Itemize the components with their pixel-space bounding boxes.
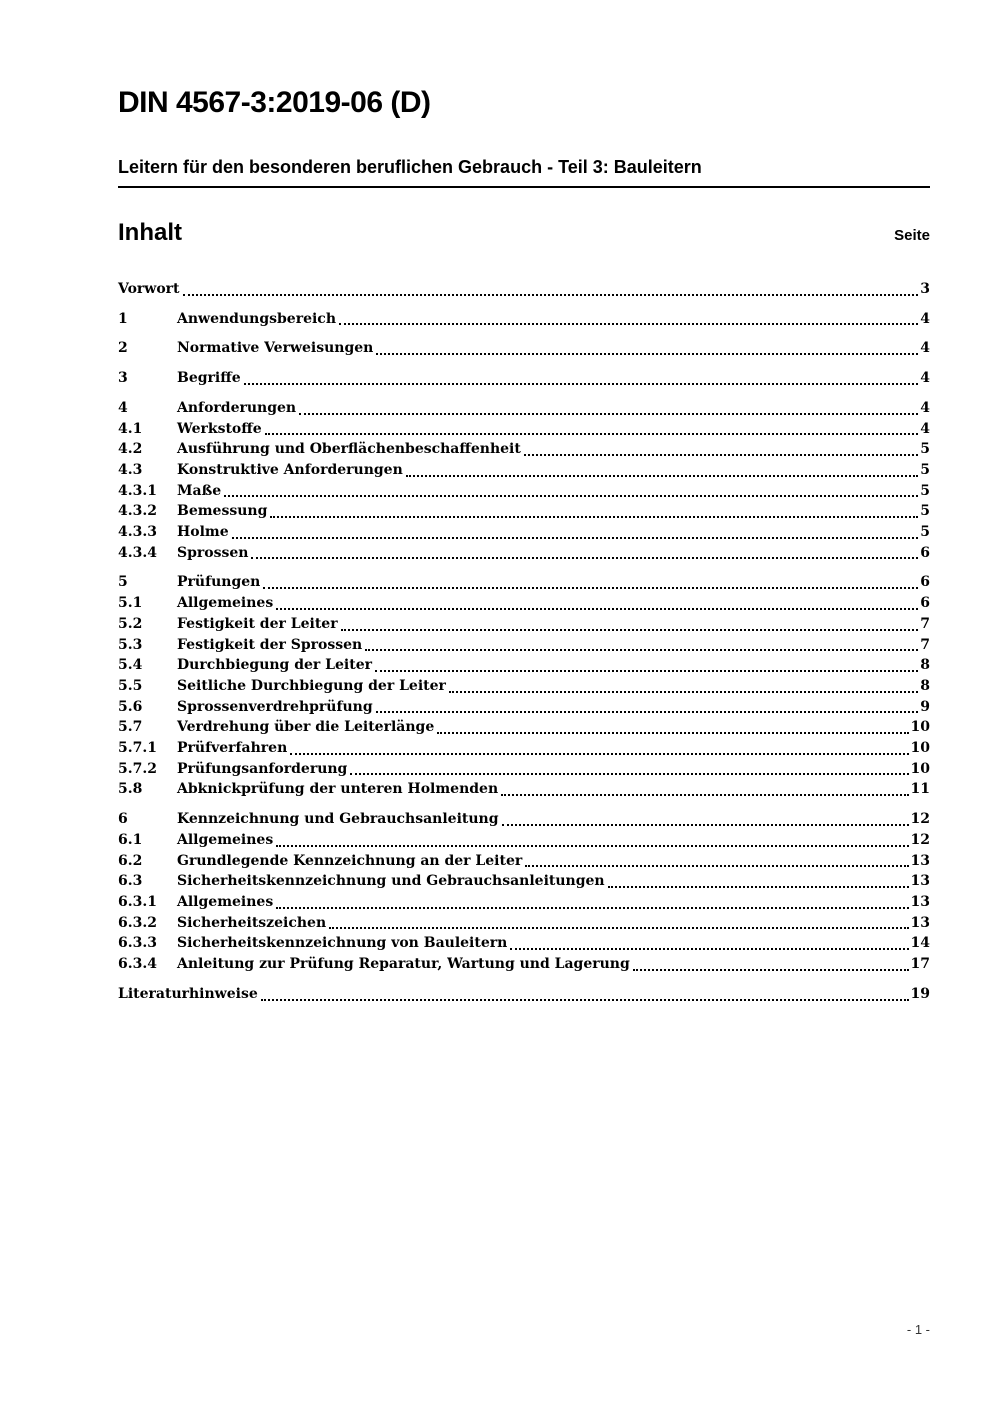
toc-entry-title: Begriffe <box>177 370 241 387</box>
toc-entry <box>118 368 930 389</box>
toc-leader-dots <box>376 711 919 713</box>
toc-entry-page: 8 <box>920 677 930 694</box>
toc-header-row <box>118 219 930 247</box>
toc-leader-dots <box>244 383 919 385</box>
toc-entry <box>118 913 930 934</box>
toc-leader-dots <box>502 824 909 826</box>
toc-leader-dots <box>376 353 918 355</box>
toc-entry-page: 13 <box>910 914 930 931</box>
toc-entry <box>118 338 930 359</box>
footer-page-number: - 1 - <box>906 1322 930 1337</box>
toc-entry-page: 3 <box>920 281 930 297</box>
toc-entry-page: 7 <box>920 615 930 632</box>
toc-entry-page: 12 <box>910 831 930 848</box>
toc-entry <box>118 738 930 759</box>
toc-leader-dots <box>525 865 908 867</box>
toc-leader-dots <box>350 773 908 775</box>
toc-entry <box>118 614 930 635</box>
toc-entry-number: 6.2 <box>118 852 143 869</box>
toc-leader-dots <box>365 649 918 651</box>
toc-leader-dots <box>406 475 918 477</box>
toc-entry-number: 4.3.2 <box>118 503 157 520</box>
toc-entry-page: 5 <box>920 441 930 458</box>
toc-entry-number: 6 <box>118 811 128 828</box>
toc-entry-title: Verdrehung über die Leiterlänge <box>177 719 435 736</box>
toc-entry <box>118 279 930 300</box>
toc-entry <box>118 481 930 502</box>
document-title: Leitern für den besonderen beruflichen Gebrauch - Teil 3: Bauleitern <box>118 157 930 188</box>
toc-entry <box>118 954 930 975</box>
toc-entry <box>118 779 930 800</box>
page-column-label: Seite <box>894 227 930 244</box>
toc-entry-page: 5 <box>920 503 930 520</box>
toc-leader-dots <box>510 948 908 950</box>
toc-entry-title: Holme <box>177 524 229 541</box>
toc-entry-title: Normative Verweisungen <box>177 340 374 357</box>
toc-entry-title: Allgemeines <box>177 893 274 910</box>
toc-entry <box>118 933 930 954</box>
toc-entry-page: 10 <box>910 719 930 736</box>
toc-entry-page: 5 <box>920 482 930 499</box>
toc-leader-dots <box>276 907 908 909</box>
toc-leader-dots <box>232 537 919 539</box>
toc-entry-title: Vorwort <box>118 281 180 297</box>
toc-entry-page: 4 <box>920 399 930 416</box>
toc-entry-page: 8 <box>920 657 930 674</box>
toc-entry-title: Grundlegende Kennzeichnung an der Leiter <box>177 852 523 869</box>
toc-leader-dots <box>183 294 919 296</box>
toc-entry-title: Literaturhinweise <box>118 985 258 1002</box>
toc-entry <box>118 759 930 780</box>
toc-leader-dots <box>265 433 919 435</box>
toc-entry <box>118 439 930 460</box>
toc-entry <box>118 572 930 593</box>
toc-entry-title: Seitliche Durchbiegung der Leiter <box>177 677 446 694</box>
toc-entry-title: Prüfverfahren <box>177 740 288 757</box>
toc-entry-page: 13 <box>910 852 930 869</box>
toc-entry-page: 17 <box>910 956 930 973</box>
toc-entry-title: Ausführung und Oberflächenbeschaffenheit <box>177 441 521 458</box>
toc-leader-dots <box>276 845 908 847</box>
toc-entry-number: 6.3.1 <box>118 893 157 910</box>
toc-entry-number: 5.3 <box>118 636 143 653</box>
toc-entry-page: 6 <box>920 595 930 612</box>
toc-entry-number: 6.3.2 <box>118 914 157 931</box>
toc-entry-number: 5 <box>118 574 128 591</box>
toc-entry <box>118 830 930 851</box>
toc-leader-dots <box>501 794 908 796</box>
toc-leader-dots <box>329 927 908 929</box>
toc-entry-number: 5.7.2 <box>118 760 157 777</box>
toc-entry <box>118 697 930 718</box>
toc-entry-title: Konstruktive Anforderungen <box>177 461 403 478</box>
toc-entry-page: 7 <box>920 636 930 653</box>
toc-entry-page: 5 <box>920 524 930 541</box>
toc-entry-page: 6 <box>920 544 930 561</box>
table-of-contents <box>118 279 930 1005</box>
toc-entry-title: Bemessung <box>177 503 268 520</box>
toc-entry-page: 4 <box>920 310 930 327</box>
toc-leader-dots <box>449 691 918 693</box>
toc-entry-title: Prüfungen <box>177 574 261 591</box>
toc-entry <box>118 398 930 419</box>
toc-entry <box>118 501 930 522</box>
toc-entry-page: 4 <box>920 340 930 357</box>
toc-entry <box>118 635 930 656</box>
toc-leader-dots <box>375 670 918 672</box>
toc-entry <box>118 655 930 676</box>
toc-entry-number: 5.7 <box>118 719 143 736</box>
toc-leader-dots <box>276 608 918 610</box>
toc-entry <box>118 717 930 738</box>
toc-entry-number: 5.5 <box>118 677 143 694</box>
toc-entry-title: Sprossenverdrehprüfung <box>177 698 373 715</box>
toc-entry-title: Festigkeit der Sprossen <box>177 636 363 653</box>
toc-entry-page: 4 <box>920 420 930 437</box>
toc-heading: Inhalt <box>118 219 182 246</box>
toc-leader-dots <box>633 969 909 971</box>
toc-entry <box>118 984 930 1005</box>
toc-entry-number: 5.6 <box>118 698 143 715</box>
toc-leader-dots <box>608 886 909 888</box>
toc-entry-number: 4.3.3 <box>118 524 157 541</box>
toc-entry-title: Abknickprüfung der unteren Holmenden <box>177 781 499 798</box>
toc-entry-number: 5.7.1 <box>118 740 157 757</box>
toc-entry-title: Prüfungsanforderung <box>177 760 348 777</box>
toc-entry-title: Kennzeichnung und Gebrauchsanleitung <box>177 811 499 828</box>
toc-entry-number: 4.1 <box>118 420 143 437</box>
toc-entry <box>118 419 930 440</box>
toc-entry-title: Maße <box>177 482 222 499</box>
toc-entry <box>118 871 930 892</box>
toc-entry <box>118 593 930 614</box>
toc-leader-dots <box>437 732 908 734</box>
toc-entry-number: 6.3.4 <box>118 956 157 973</box>
toc-entry-title: Durchbiegung der Leiter <box>177 657 372 674</box>
toc-entry-title: Anwendungsbereich <box>177 310 336 327</box>
toc-entry-number: 4.3.4 <box>118 544 157 561</box>
toc-entry-title: Allgemeines <box>177 595 274 612</box>
toc-entry-title: Werkstoffe <box>177 420 262 437</box>
toc-entry-number: 5.2 <box>118 615 143 632</box>
toc-leader-dots <box>224 495 918 497</box>
document-code: DIN 4567-3:2019-06 (D) <box>118 86 431 119</box>
toc-entry-title: Sicherheitskennzeichnung und Gebrauchsanleitungen <box>177 873 605 890</box>
toc-entry-page: 10 <box>910 740 930 757</box>
toc-entry-title: Sprossen <box>177 544 249 561</box>
toc-entry-number: 5.8 <box>118 781 143 798</box>
toc-entry-title: Sicherheitszeichen <box>177 914 327 931</box>
toc-entry-number: 5.4 <box>118 657 143 674</box>
toc-entry-title: Anforderungen <box>177 399 297 416</box>
toc-entry-number: 2 <box>118 340 128 357</box>
toc-entry-number: 4.2 <box>118 441 143 458</box>
toc-entry-title: Allgemeines <box>177 831 274 848</box>
toc-entry-number: 6.1 <box>118 831 143 848</box>
toc-leader-dots <box>261 999 909 1001</box>
toc-entry <box>118 851 930 872</box>
toc-entry <box>118 809 930 830</box>
toc-entry-number: 6.3.3 <box>118 935 157 952</box>
toc-entry-page: 19 <box>910 985 930 1002</box>
toc-entry-number: 6.3 <box>118 873 143 890</box>
toc-leader-dots <box>341 629 919 631</box>
toc-entry-page: 14 <box>910 935 930 952</box>
toc-leader-dots <box>339 323 918 325</box>
toc-entry-page: 6 <box>920 574 930 591</box>
toc-entry <box>118 543 930 564</box>
toc-entry-page: 9 <box>920 698 930 715</box>
toc-entry <box>118 522 930 543</box>
toc-entry <box>118 309 930 330</box>
toc-leader-dots <box>524 454 918 456</box>
toc-leader-dots <box>290 753 908 755</box>
toc-entry-page: 4 <box>920 370 930 387</box>
toc-entry <box>118 676 930 697</box>
toc-entry-title: Festigkeit der Leiter <box>177 615 338 632</box>
toc-entry-number: 4 <box>118 399 128 416</box>
toc-entry-page: 13 <box>910 873 930 890</box>
toc-entry-number: 1 <box>118 310 128 327</box>
toc-entry-page: 12 <box>910 811 930 828</box>
toc-entry-page: 13 <box>910 893 930 910</box>
toc-entry-number: 4.3 <box>118 461 143 478</box>
toc-entry-title: Anleitung zur Prüfung Reparatur, Wartung und Lagerung <box>177 956 630 973</box>
toc-entry-number: 4.3.1 <box>118 482 157 499</box>
toc-leader-dots <box>263 587 918 589</box>
toc-leader-dots <box>251 557 918 559</box>
toc-entry-number: 5.1 <box>118 595 143 612</box>
toc-leader-dots <box>299 413 918 415</box>
toc-entry-number: 3 <box>118 370 128 387</box>
toc-leader-dots <box>270 516 918 518</box>
toc-entry <box>118 460 930 481</box>
toc-entry-page: 5 <box>920 461 930 478</box>
toc-entry-page: 10 <box>910 760 930 777</box>
toc-entry-page: 11 <box>910 781 930 798</box>
toc-entry <box>118 892 930 913</box>
toc-entry-title: Sicherheitskennzeichnung von Bauleitern <box>177 935 508 952</box>
